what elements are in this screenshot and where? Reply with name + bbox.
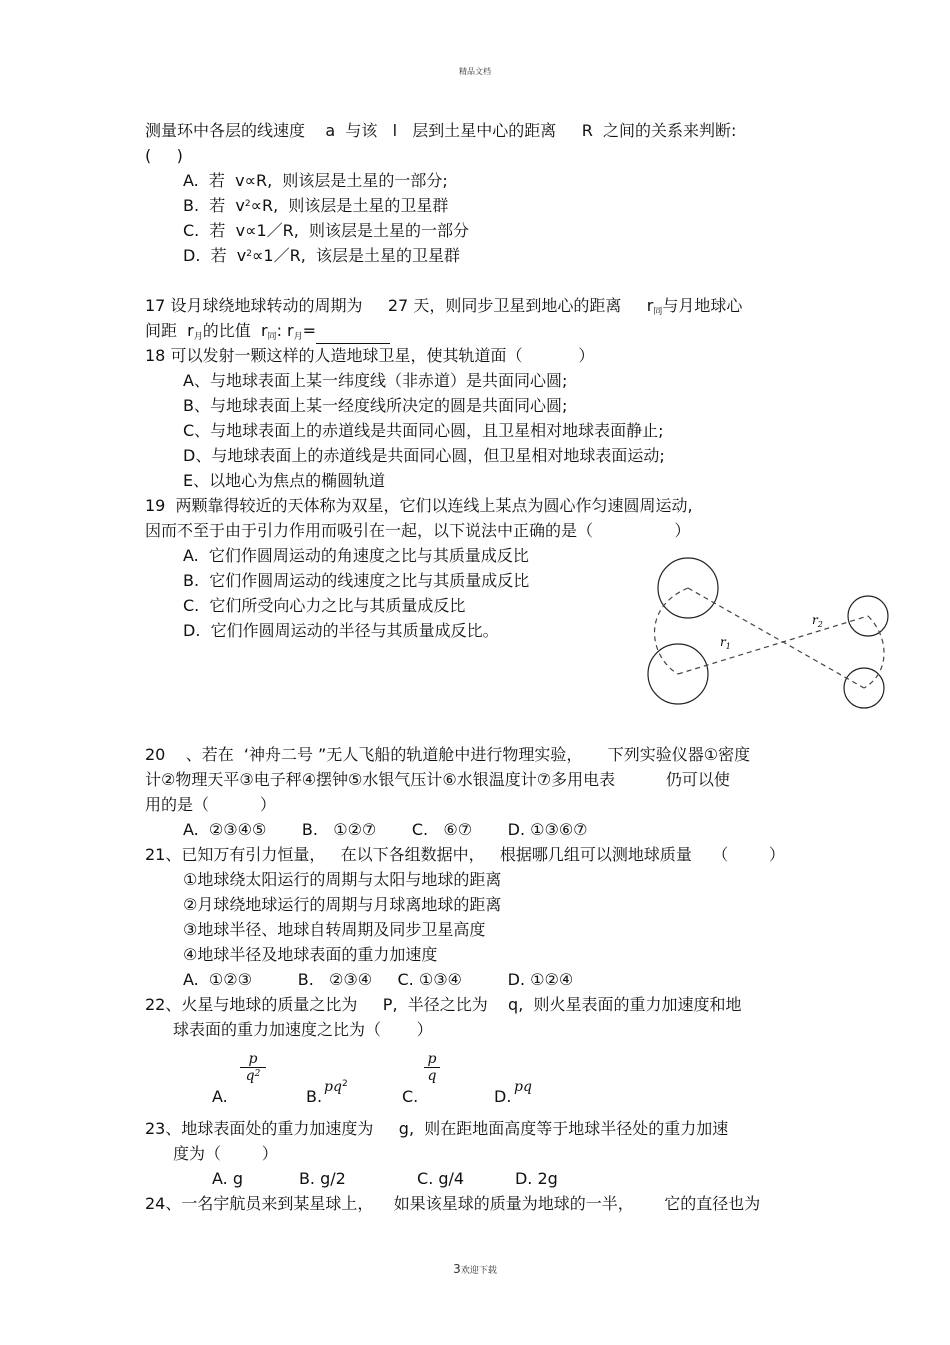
connecting-line-1 <box>688 588 864 688</box>
q19-stem-line2: 因而不至于由于引力作用而吸引在一起，以下说法中正确的是（ ） <box>145 521 691 540</box>
q21-item4: ④地球半径及地球表面的重力加速度 <box>183 945 438 964</box>
q19-option-d: D. 它们作圆周运动的半径与其质量成反比。 <box>183 621 499 640</box>
q17-line2: 间距 r月的比值 r同: r月= <box>145 321 390 344</box>
connecting-line-2 <box>678 616 868 674</box>
q22-option-a-label: A. <box>212 1087 228 1106</box>
label-r1: $r_1$ <box>720 635 731 651</box>
q18-option-a: A、与地球表面上某一纬度线（非赤道）是共面同心圆; <box>183 371 568 390</box>
q16-stem-line1: 测量环中各层的线速度 a 与该 l 层到土星中心的距离 R 之间的关系来判断: <box>145 121 737 140</box>
q21-item3: ③地球半径、地球自转周期及同步卫星高度 <box>183 920 486 939</box>
page-footer <box>0 1262 950 1276</box>
q19-option-c: C. 它们所受向心力之比与其质量成反比 <box>183 596 466 615</box>
q22-option-b-expr: $pq^2$ <box>324 1079 348 1095</box>
q19-option-b: B. 它们作圆周运动的线速度之比与其质量成反比 <box>183 571 530 590</box>
q24-stem-line1: 24、一名宇航员来到某星球上， 如果该星球的质量为地球的一半， 它的直径也为 <box>145 1194 761 1213</box>
q23-options: A. g B. g/2 C. g/4 D. 2g <box>212 1169 558 1188</box>
q18-option-d: D、与地球表面上的赤道线是共面同心圆，但卫星相对地球表面运动; <box>183 446 665 465</box>
answer-blank <box>316 328 390 344</box>
q17-line1: 17 设月球绕地球转动的周期为 27 天，则同步卫星到地心的距离 r同与月地球心 <box>145 296 743 317</box>
label-r2: $r_2$ <box>812 613 823 629</box>
q20-line1: 20 、若在 ‘神舟二号 ”无人飞船的轨道舱中进行物理实验， 下列实验仪器①密度 <box>145 745 751 764</box>
page-header: 精品文档 <box>459 67 491 76</box>
orbit-path-left <box>655 588 689 674</box>
q22-option-c-fraction: p q <box>424 1052 440 1083</box>
q18-option-b: B、与地球表面上某一经度线所决定的圆是共面同心圆; <box>183 396 568 415</box>
q16-stem-line2: ( ) <box>145 146 183 165</box>
q21-options: A. ①②③ B. ②③④ C. ①③④ D. ①②④ <box>183 970 574 989</box>
q22-option-d-expr: pq <box>514 1079 532 1095</box>
q21-item2: ②月球绕地球运行的周期与月球离地球的距离 <box>183 895 502 914</box>
q20-line2: 计②物理天平③电子秤④摆钟⑤水银气压计⑥水银温度计⑦多用电表 仍可以使 <box>145 770 730 789</box>
q18-option-e: E、以地心为焦点的椭圆轨道 <box>183 471 386 490</box>
q16-option-d: D. 若 $v^2\propto 1/R$, 该层是土星的卫星群 <box>183 246 460 265</box>
q22-option-c-label: C. <box>402 1087 419 1106</box>
q20-options: A. ②③④⑤ B. ①②⑦ C. ⑥⑦ D. ①③⑥⑦ <box>183 820 588 839</box>
q21-item1: ①地球绕太阳运行的周期与太阳与地球的距离 <box>183 870 502 889</box>
q22-stem-line2: 球表面的重力加速度之比为（ ） <box>173 1020 433 1039</box>
binary-star-diagram <box>640 548 900 718</box>
footer-text: 欢迎下载 <box>460 1266 497 1276</box>
q23-stem-line2: 度为（ ） <box>173 1144 278 1163</box>
q19-option-a: A. 它们作圆周运动的角速度之比与其质量成反比 <box>183 546 529 565</box>
q21-stem: 21、已知万有引力恒量， 在以下各组数据中， 根据哪几组可以测地球质量 （ ） <box>145 845 785 864</box>
q22-stem-line1: 22、火星与地球的质量之比为 P, 半径之比为 q, 则火星表面的重力加速度和地 <box>145 995 742 1014</box>
q16-option-a: A. 若 v∝R, 则该层是土星的一部分; <box>183 171 448 190</box>
q18-option-c: C、与地球表面上的赤道线是共面同心圆，且卫星相对地球表面静止; <box>183 421 664 440</box>
q18-stem: 18 可以发射一颗这样的人造地球卫星，使其轨道面（ ） <box>145 346 595 365</box>
q16-option-c: C. 若 v∝1／R, 则该层是土星的一部分 <box>183 221 470 240</box>
q22-option-d-label: D. <box>494 1087 512 1106</box>
q16-option-b: B. 若 $v^2\propto R$, 则该层是土星的卫星群 <box>183 196 449 215</box>
q23-stem-line1: 23、地球表面处的重力加速度为 g, 则在距地面高度等于地球半径处的重力加速 <box>145 1119 729 1138</box>
page-number: 3 <box>453 1262 461 1276</box>
q19-stem-line1: 19 两颗靠得较近的天体称为双星，它们以连线上某点为圆心作匀速圆周运动, <box>145 496 693 515</box>
q22-option-b-label: B. <box>306 1087 323 1106</box>
q20-line3: 用的是（ ） <box>145 795 276 814</box>
q22-option-a-fraction: p $q^2$ <box>240 1052 266 1083</box>
